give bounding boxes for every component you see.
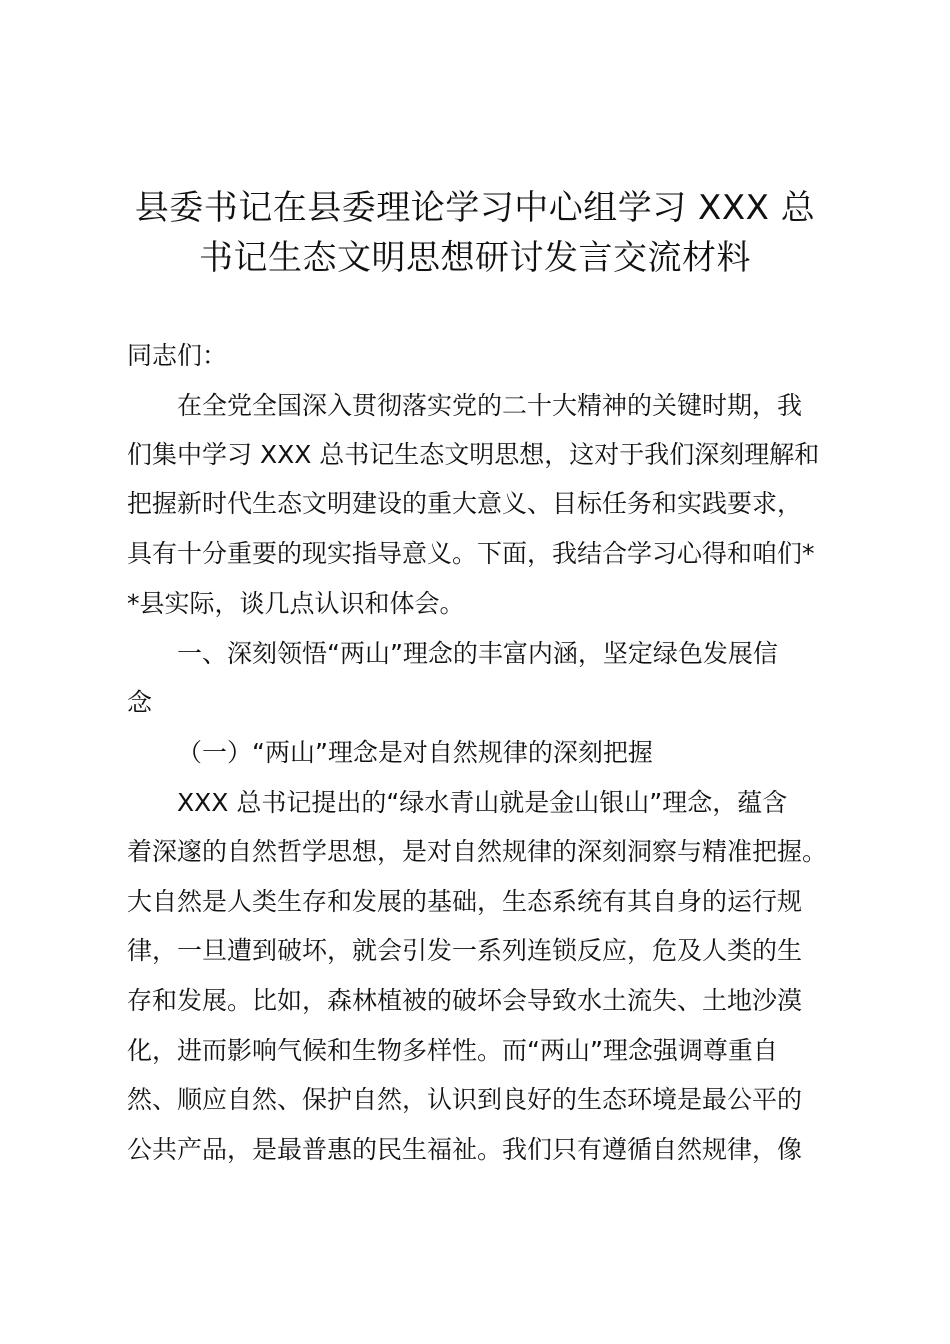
body-line-3: 把握新时代生态文明建设的重大意义、目标任务和实践要求， <box>127 489 803 518</box>
body-line-5: *县实际，谈几点认识和体会。 <box>127 589 465 618</box>
body-line-6: XXX 总书记提出的“绿水青山就是金山银山”理念，蕴含 <box>177 788 788 817</box>
document-title-line-2: 书记生态文明思想研讨发言交流材料 <box>199 238 751 278</box>
body-line-11: 化，进而影响气候和生物多样性。而“两山”理念强调尊重自 <box>127 1036 778 1065</box>
document-title-line-1: 县委书记在县委理论学习中心组学习 XXX 总 <box>134 188 816 228</box>
body-line-1: 在全党全国深入贯彻落实党的二十大精神的关键时期，我 <box>177 391 803 420</box>
subsection-heading-1: （一）“两山”理念是对自然规律的深刻把握 <box>177 738 653 767</box>
salutation: 同志们： <box>127 341 228 370</box>
body-line-10: 存和发展。比如，森林植被的破坏会导致水土流失、土地沙漠 <box>127 986 803 1015</box>
body-line-7: 着深邃的自然哲学思想，是对自然规律的深刻洞察与精准把握。 <box>127 837 828 866</box>
body-line-8: 大自然是人类生存和发展的基础，生态系统有其自身的运行规 <box>127 887 803 916</box>
body-line-4: 具有十分重要的现实指导意义。下面，我结合学习心得和咱们* <box>127 539 815 568</box>
body-line-12: 然、顺应自然、保护自然，认识到良好的生态环境是最公平的 <box>127 1085 803 1114</box>
section-heading-1-cont: 念 <box>127 688 153 717</box>
body-line-13: 公共产品，是最普惠的民生福祉。我们只有遵循自然规律，像 <box>127 1135 803 1164</box>
body-line-9: 律，一旦遭到破坏，就会引发一系列连锁反应，危及人类的生 <box>127 936 803 965</box>
body-line-2: 们集中学习 XXX 总书记生态文明思想，这对于我们深刻理解和 <box>127 440 820 469</box>
section-heading-1: 一、深刻领悟“两山”理念的丰富内涵，坚定绿色发展信 <box>177 639 778 668</box>
